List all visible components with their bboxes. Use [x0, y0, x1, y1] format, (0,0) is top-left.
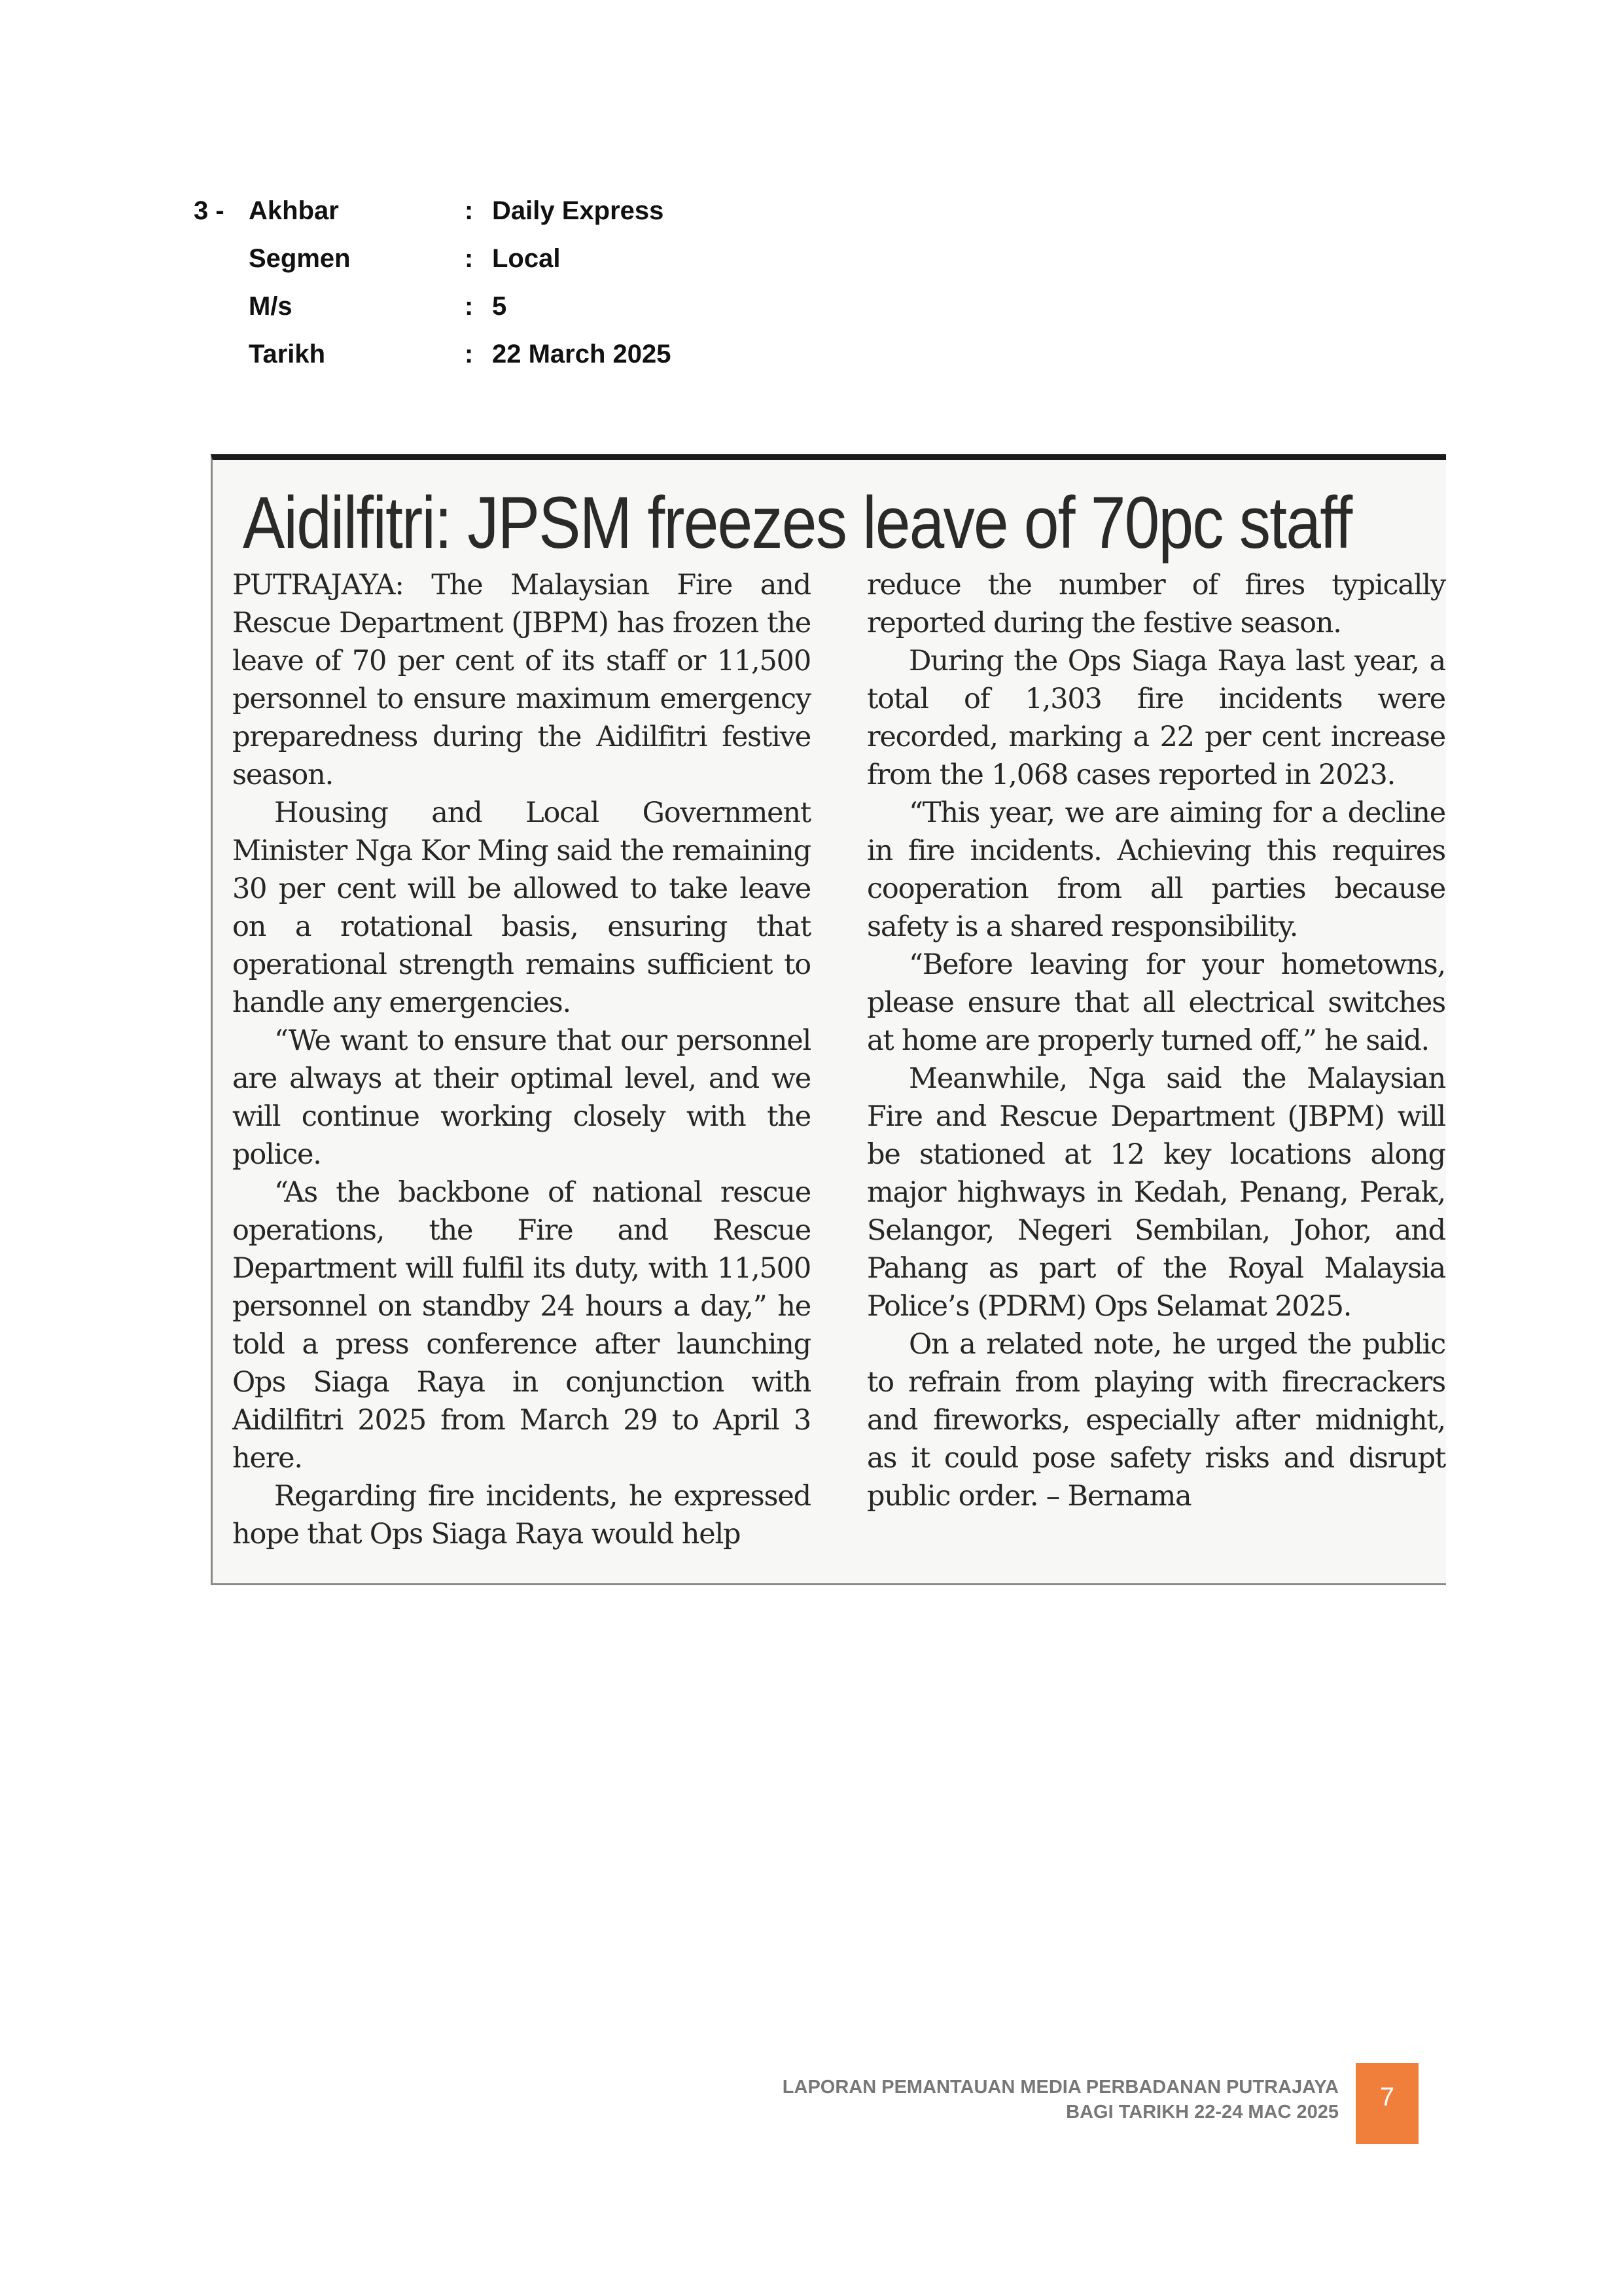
- article-paragraph: reduce the number of fires typically reported during the festive season.: [867, 569, 1445, 639]
- report-footer: [783, 2075, 1339, 2125]
- article-paragraph: “Before leaving for your hometowns, please ensure that all electrical switches at home are properly turned off,” he said.: [867, 948, 1445, 1057]
- article-paragraph: “This year, we are aiming for a decline in fire incidents. Achieving this requires cooperation from all parties because safety is a shared responsibility.: [867, 797, 1445, 943]
- meta-value-segment: Local: [492, 244, 561, 273]
- article-paragraph: Housing and Local Government Minister Nga Kor Ming said the remaining 30 per cent will be allowed to take leave on a rotational basis, ensuring that operational strength remains sufficient to handle any emergencies.: [232, 797, 811, 1019]
- article-column-right: [867, 566, 1445, 1553]
- meta-value-date: 22 March 2025: [492, 340, 671, 368]
- article-column-left: [232, 566, 811, 1553]
- article-columns: [232, 566, 1445, 1553]
- article-paragraph: Regarding fire incidents, he expressed hope that Ops Siaga Raya would help: [232, 1480, 811, 1551]
- item-number: 3 -: [194, 196, 224, 225]
- article-headline: Aidilfitri: JPSM freezes leave of 70pc staff: [243, 482, 1352, 564]
- article-paragraph: During the Ops Siaga Raya last year, a total of 1,303 fire incidents were recorded, marking a 22 per cent increase from the 1,068 cases reported in 2023.: [867, 645, 1445, 791]
- article-paragraph: Meanwhile, Nga said the Malaysian Fire and Rescue Department (JBPM) will be stationed at 12 key locations along major highways in Kedah, Penang, Perak, Selangor, Negeri Sembilan, Johor, and Pahang as part of the Royal Malaysia Police’s (PDRM) Ops Selamat 2025.: [867, 1062, 1445, 1323]
- meta-label: Akhbar: [249, 196, 339, 225]
- meta-value-newspaper: Daily Express: [492, 196, 664, 225]
- meta-colon: :: [465, 292, 474, 321]
- meta-colon: :: [465, 244, 474, 273]
- article-paragraph: “As the backbone of national rescue operations, the Fire and Rescue Department will fulfil its duty, with 11,500 personnel on standby 24 hours a day,” he told a press conference after launching Ops Siaga Raya in conjunction with Aidilfitri 2025 from March 29 to April 3 here.: [232, 1176, 811, 1475]
- meta-label: Segmen: [249, 244, 351, 273]
- article-paragraph: “We want to ensure that our personnel are always at their optimal level, and we will continue working closely with the police.: [232, 1024, 811, 1171]
- meta-label: Tarikh: [249, 340, 326, 368]
- meta-value-page: 5: [492, 292, 507, 321]
- article-paragraph: PUTRAJAYA: The Malaysian Fire and Rescue Department (JBPM) has frozen the leave of 70 per cent of its staff or 11,500 personnel to ensure maximum emergency preparedness during the Aidilfitri festive season.: [232, 569, 811, 791]
- page-number-badge: 7: [1356, 2063, 1419, 2144]
- footer-report-title: LAPORAN PEMANTAUAN MEDIA PERBADANAN PUTRAJAYA: [782, 2077, 1339, 2098]
- meta-label: M/s: [249, 292, 292, 321]
- meta-colon: :: [465, 196, 474, 225]
- newspaper-clipping: [211, 454, 1446, 1585]
- footer-report-dates: BAGI TARIKH 22-24 MAC 2025: [1066, 2102, 1339, 2123]
- meta-colon: :: [465, 340, 474, 368]
- article-paragraph: On a related note, he urged the public to refrain from playing with firecrackers and fireworks, especially after midnight, as it could pose safety risks and disrupt public order. – Bernama: [867, 1328, 1445, 1513]
